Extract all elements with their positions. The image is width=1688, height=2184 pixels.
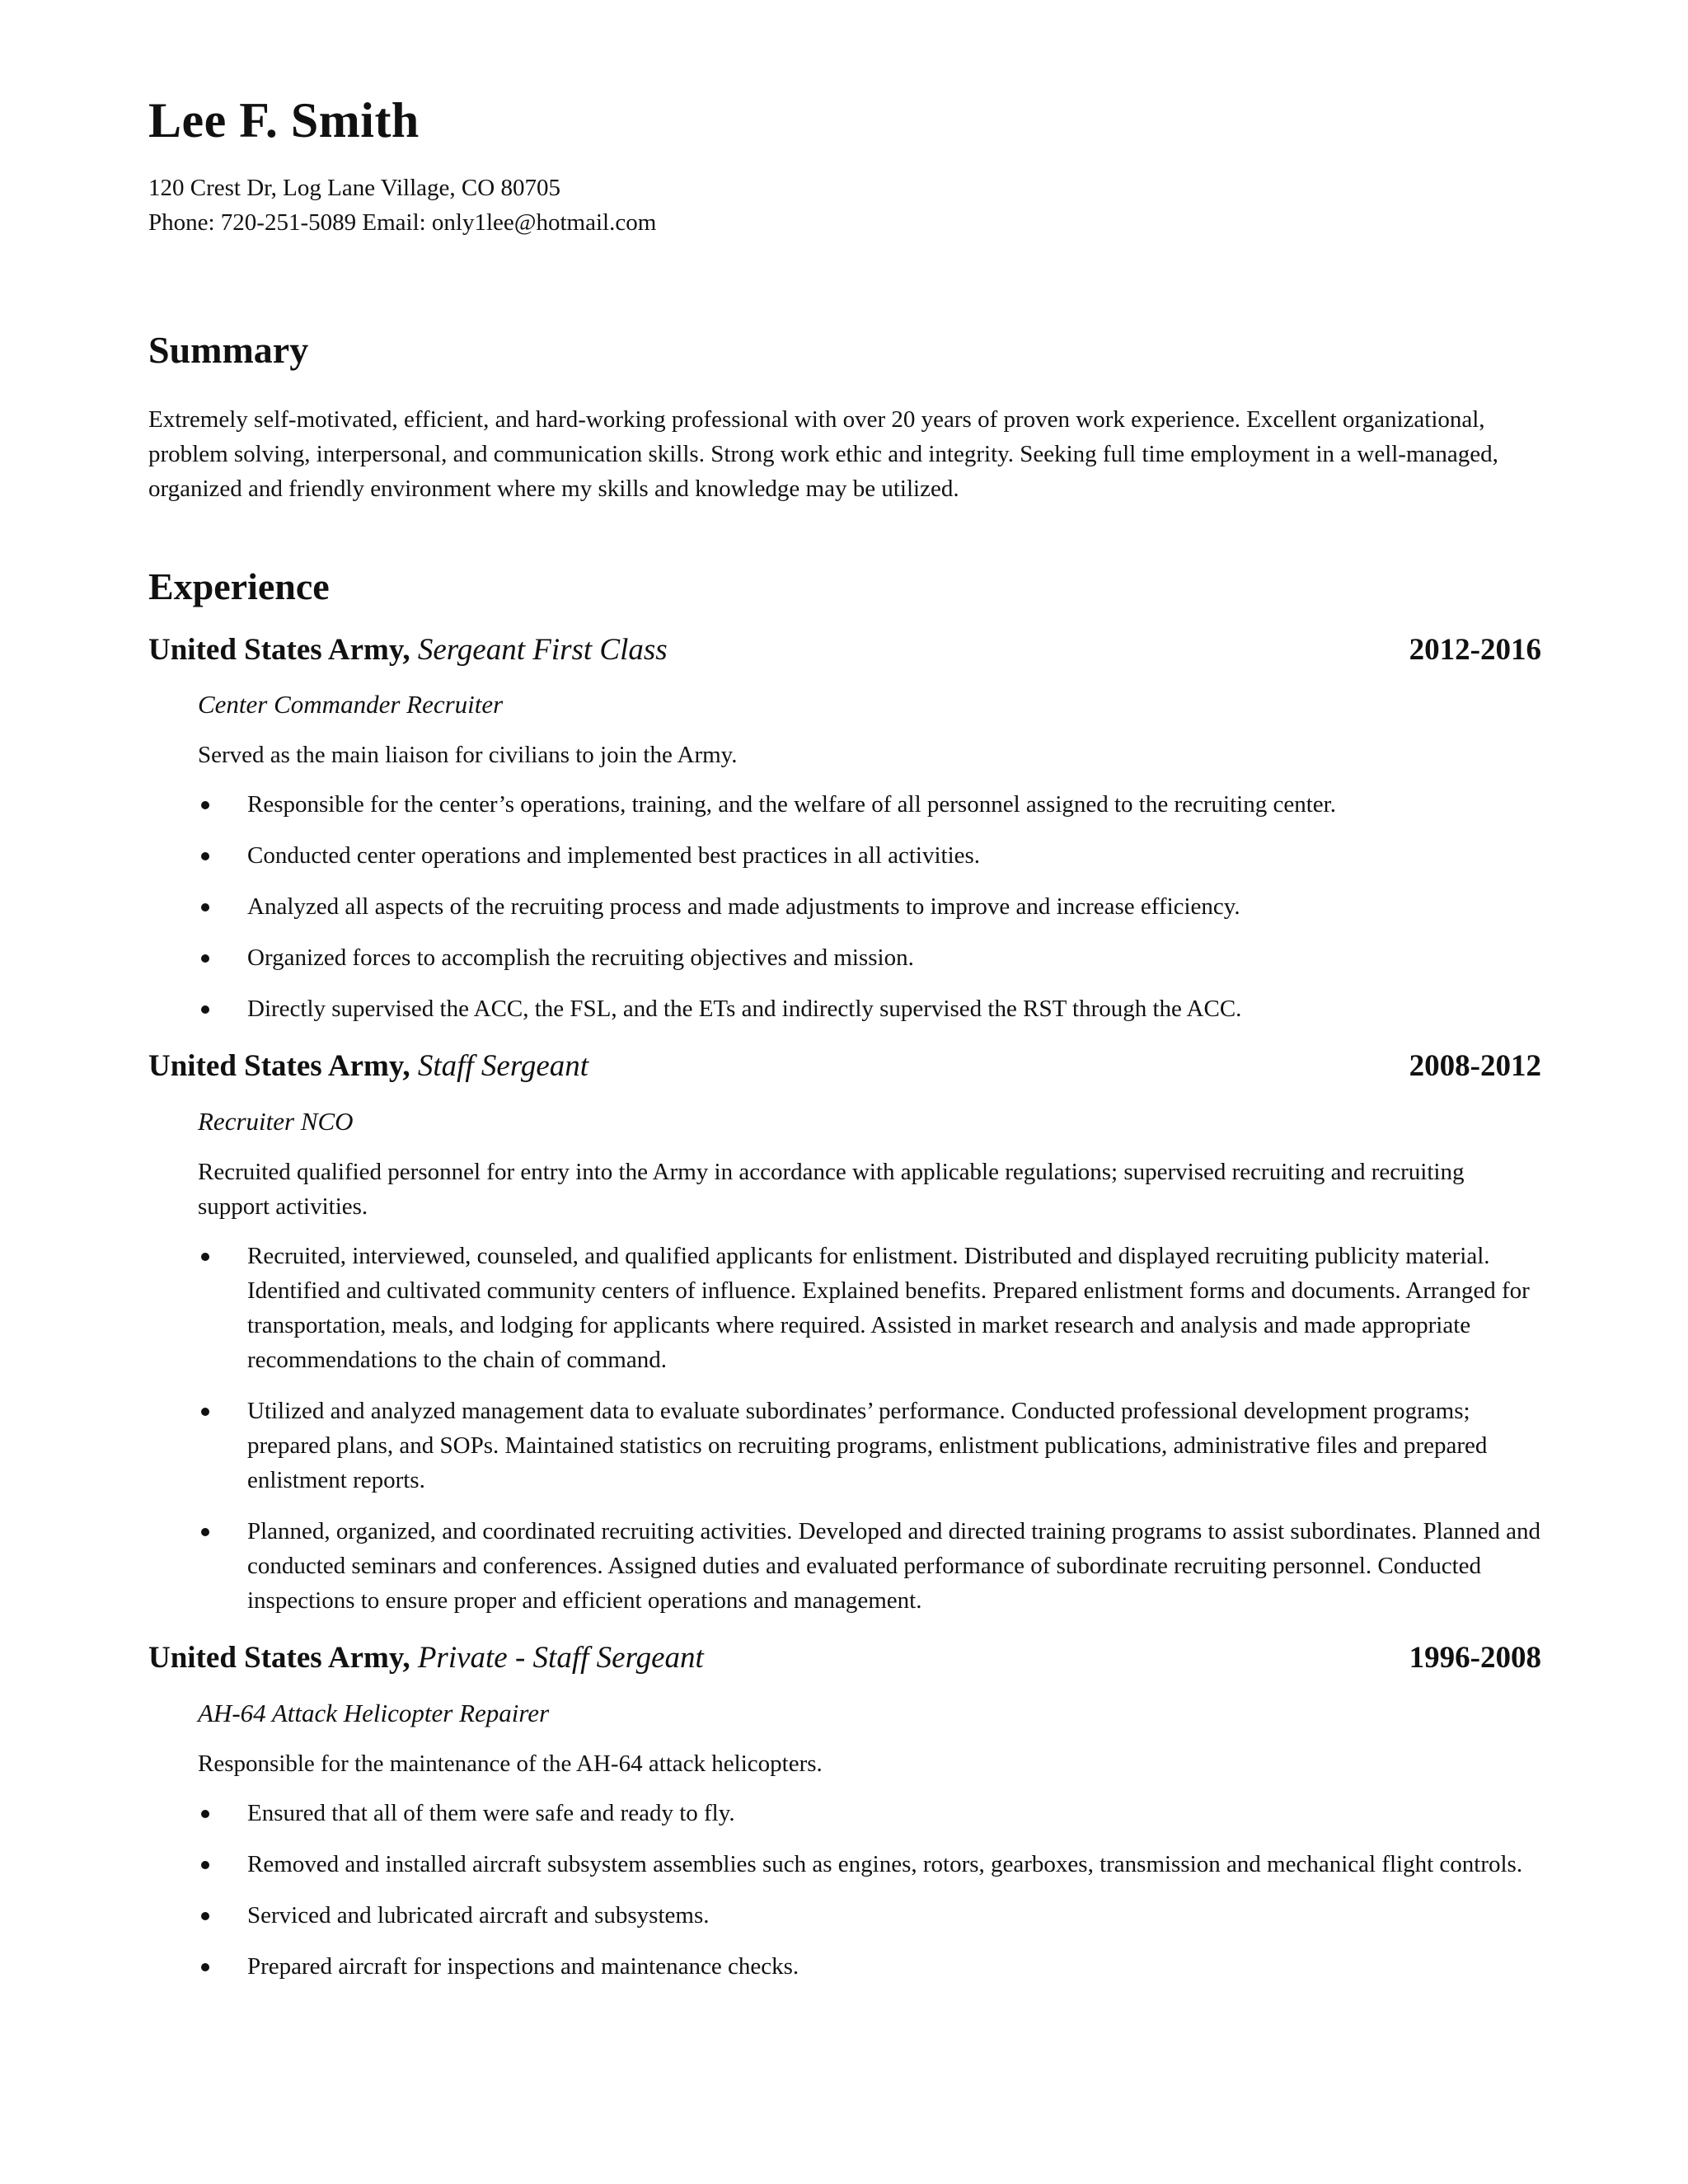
bullet-icon: [201, 903, 209, 912]
job-role: Recruiter NCO: [198, 1106, 354, 1136]
resume-page: [148, 92, 1541, 2000]
job-rank: Staff Sergeant: [417, 1049, 589, 1084]
job-header: [148, 1047, 1541, 1085]
job-years: 2008-2012: [1409, 1049, 1541, 1084]
job-description: Responsible for the maintenance of the AH-64 attack helicopters.: [198, 1750, 823, 1777]
job-years: 1996-2008: [1409, 1641, 1541, 1675]
bullet-item: [198, 889, 1541, 924]
bullet-item: [198, 1239, 1541, 1377]
job-header: [148, 1639, 1541, 1677]
bullet-text: Recruited, interviewed, counseled, and qualified applicants for enlistment. Distributed and displayed recruiting publicity material. Identified and cultivated community centers of influence. Explained benefits. Prepared enlistment forms and documents. Arranged for transportation, meals, and lodging for applicants where required. Assisted in market research and analysis and made appropriate recommendations to the chain of command.: [247, 1242, 1530, 1373]
bullet-text: Removed and installed aircraft subsystem assemblies such as engines, rotors, gearboxes, transmission and mechanical flight controls.: [247, 1850, 1523, 1877]
bullet-text: Serviced and lubricated aircraft and subsystems.: [247, 1901, 710, 1929]
job-entry: [148, 1047, 1541, 1618]
bullet-item: [198, 1847, 1541, 1882]
address-line: 120 Crest Dr, Log Lane Village, CO 80705: [148, 175, 560, 201]
bullet-icon: [201, 1528, 209, 1536]
contact-block: [148, 171, 1541, 240]
job-organization: United States Army,: [148, 1641, 410, 1675]
bullet-item: [198, 1796, 1541, 1830]
bullet-text: Organized forces to accomplish the recruiting objectives and mission.: [247, 944, 914, 972]
job-title-line: [148, 1047, 588, 1085]
job-bullet-list: [198, 1796, 1541, 1984]
job-bullet-list: [198, 1239, 1541, 1618]
bullet-icon: [201, 954, 209, 963]
bullet-icon: [201, 852, 209, 860]
job-entry: [148, 1639, 1541, 1984]
bullet-text: Responsible for the center’s operations, training, and the welfare of all personnel assigned to the recruiting center.: [247, 791, 1336, 818]
job-years: 2012-2016: [1409, 632, 1541, 667]
bullet-item: [198, 1949, 1541, 1984]
bullet-item: [198, 1898, 1541, 1933]
job-title-line: [148, 631, 668, 669]
bullet-item: [198, 991, 1541, 1026]
bullet-text: Prepared aircraft for inspections and maintenance checks.: [247, 1952, 799, 1980]
job-organization: United States Army,: [148, 1049, 410, 1084]
bullet-text: Ensured that all of them were safe and ready to fly.: [247, 1799, 735, 1826]
job-rank: Private - Staff Sergeant: [417, 1641, 704, 1675]
bullet-text: Directly supervised the ACC, the FSL, and the ETs and indirectly supervised the RST through the ACC.: [247, 996, 1242, 1023]
job-rank: Sergeant First Class: [417, 632, 668, 667]
phone-email-line: Phone: 720-251-5089 Email: only1lee@hotmail.com: [148, 209, 657, 237]
bullet-item: [198, 940, 1541, 975]
job-description: Served as the main liaison for civilians to join the Army.: [198, 742, 738, 769]
job-organization: United States Army,: [148, 632, 410, 667]
job-role: AH-64 Attack Helicopter Repairer: [198, 1698, 550, 1727]
job-title-line: [148, 1639, 704, 1677]
bullet-text: Planned, organized, and coordinated recruiting activities. Developed and directed training programs to assist subordinates. Planned and conducted seminars and conferences. Assigned duties and evaluated performance of subordinate recruiting personnel. Conducted inspections to ensure proper and efficient operations and management.: [247, 1518, 1541, 1615]
bullet-icon: [201, 1253, 209, 1261]
job-role: Center Commander Recruiter: [198, 689, 504, 719]
experience-heading: Experience: [148, 565, 330, 608]
job-bullet-list: [198, 787, 1541, 1026]
bullet-text: Analyzed all aspects of the recruiting process and made adjustments to improve and increase efficiency.: [247, 893, 1240, 921]
summary-text: Extremely self-motivated, efficient, and hard-working professional with over 20 years of proven work experience. Excellent organizational, problem solving, interpersonal, and communication skills. Strong work ethic and integrity. Seeking full time employment in a well-managed, organized and friendly environment where my skills and knowledge may be utilized.: [148, 406, 1498, 503]
bullet-item: [198, 1514, 1541, 1618]
bullet-icon: [201, 1408, 209, 1416]
job-entry: [148, 631, 1541, 1027]
bullet-icon: [201, 1963, 209, 1971]
bullet-icon: [201, 1861, 209, 1869]
job-header: [148, 631, 1541, 669]
bullet-item: [198, 787, 1541, 822]
bullet-icon: [201, 1005, 209, 1014]
bullet-icon: [201, 801, 209, 809]
bullet-text: Utilized and analyzed management data to evaluate subordinates’ performance. Conducted professional development programs; prepared plans, and SOPs. Maintained statistics on recruiting programs, enlistment publications, administrative files and prepared enlistment reports.: [247, 1398, 1488, 1494]
summary-heading: Summary: [148, 329, 309, 372]
candidate-name: Lee F. Smith: [148, 93, 420, 148]
bullet-item: [198, 1394, 1541, 1497]
bullet-text: Conducted center operations and implemented best practices in all activities.: [247, 842, 981, 869]
job-description: Recruited qualified personnel for entry into the Army in accordance with applicable regulations; supervised recruiting and recruiting support activities.: [198, 1158, 1465, 1220]
bullet-item: [198, 838, 1541, 873]
bullet-icon: [201, 1912, 209, 1920]
bullet-icon: [201, 1810, 209, 1818]
